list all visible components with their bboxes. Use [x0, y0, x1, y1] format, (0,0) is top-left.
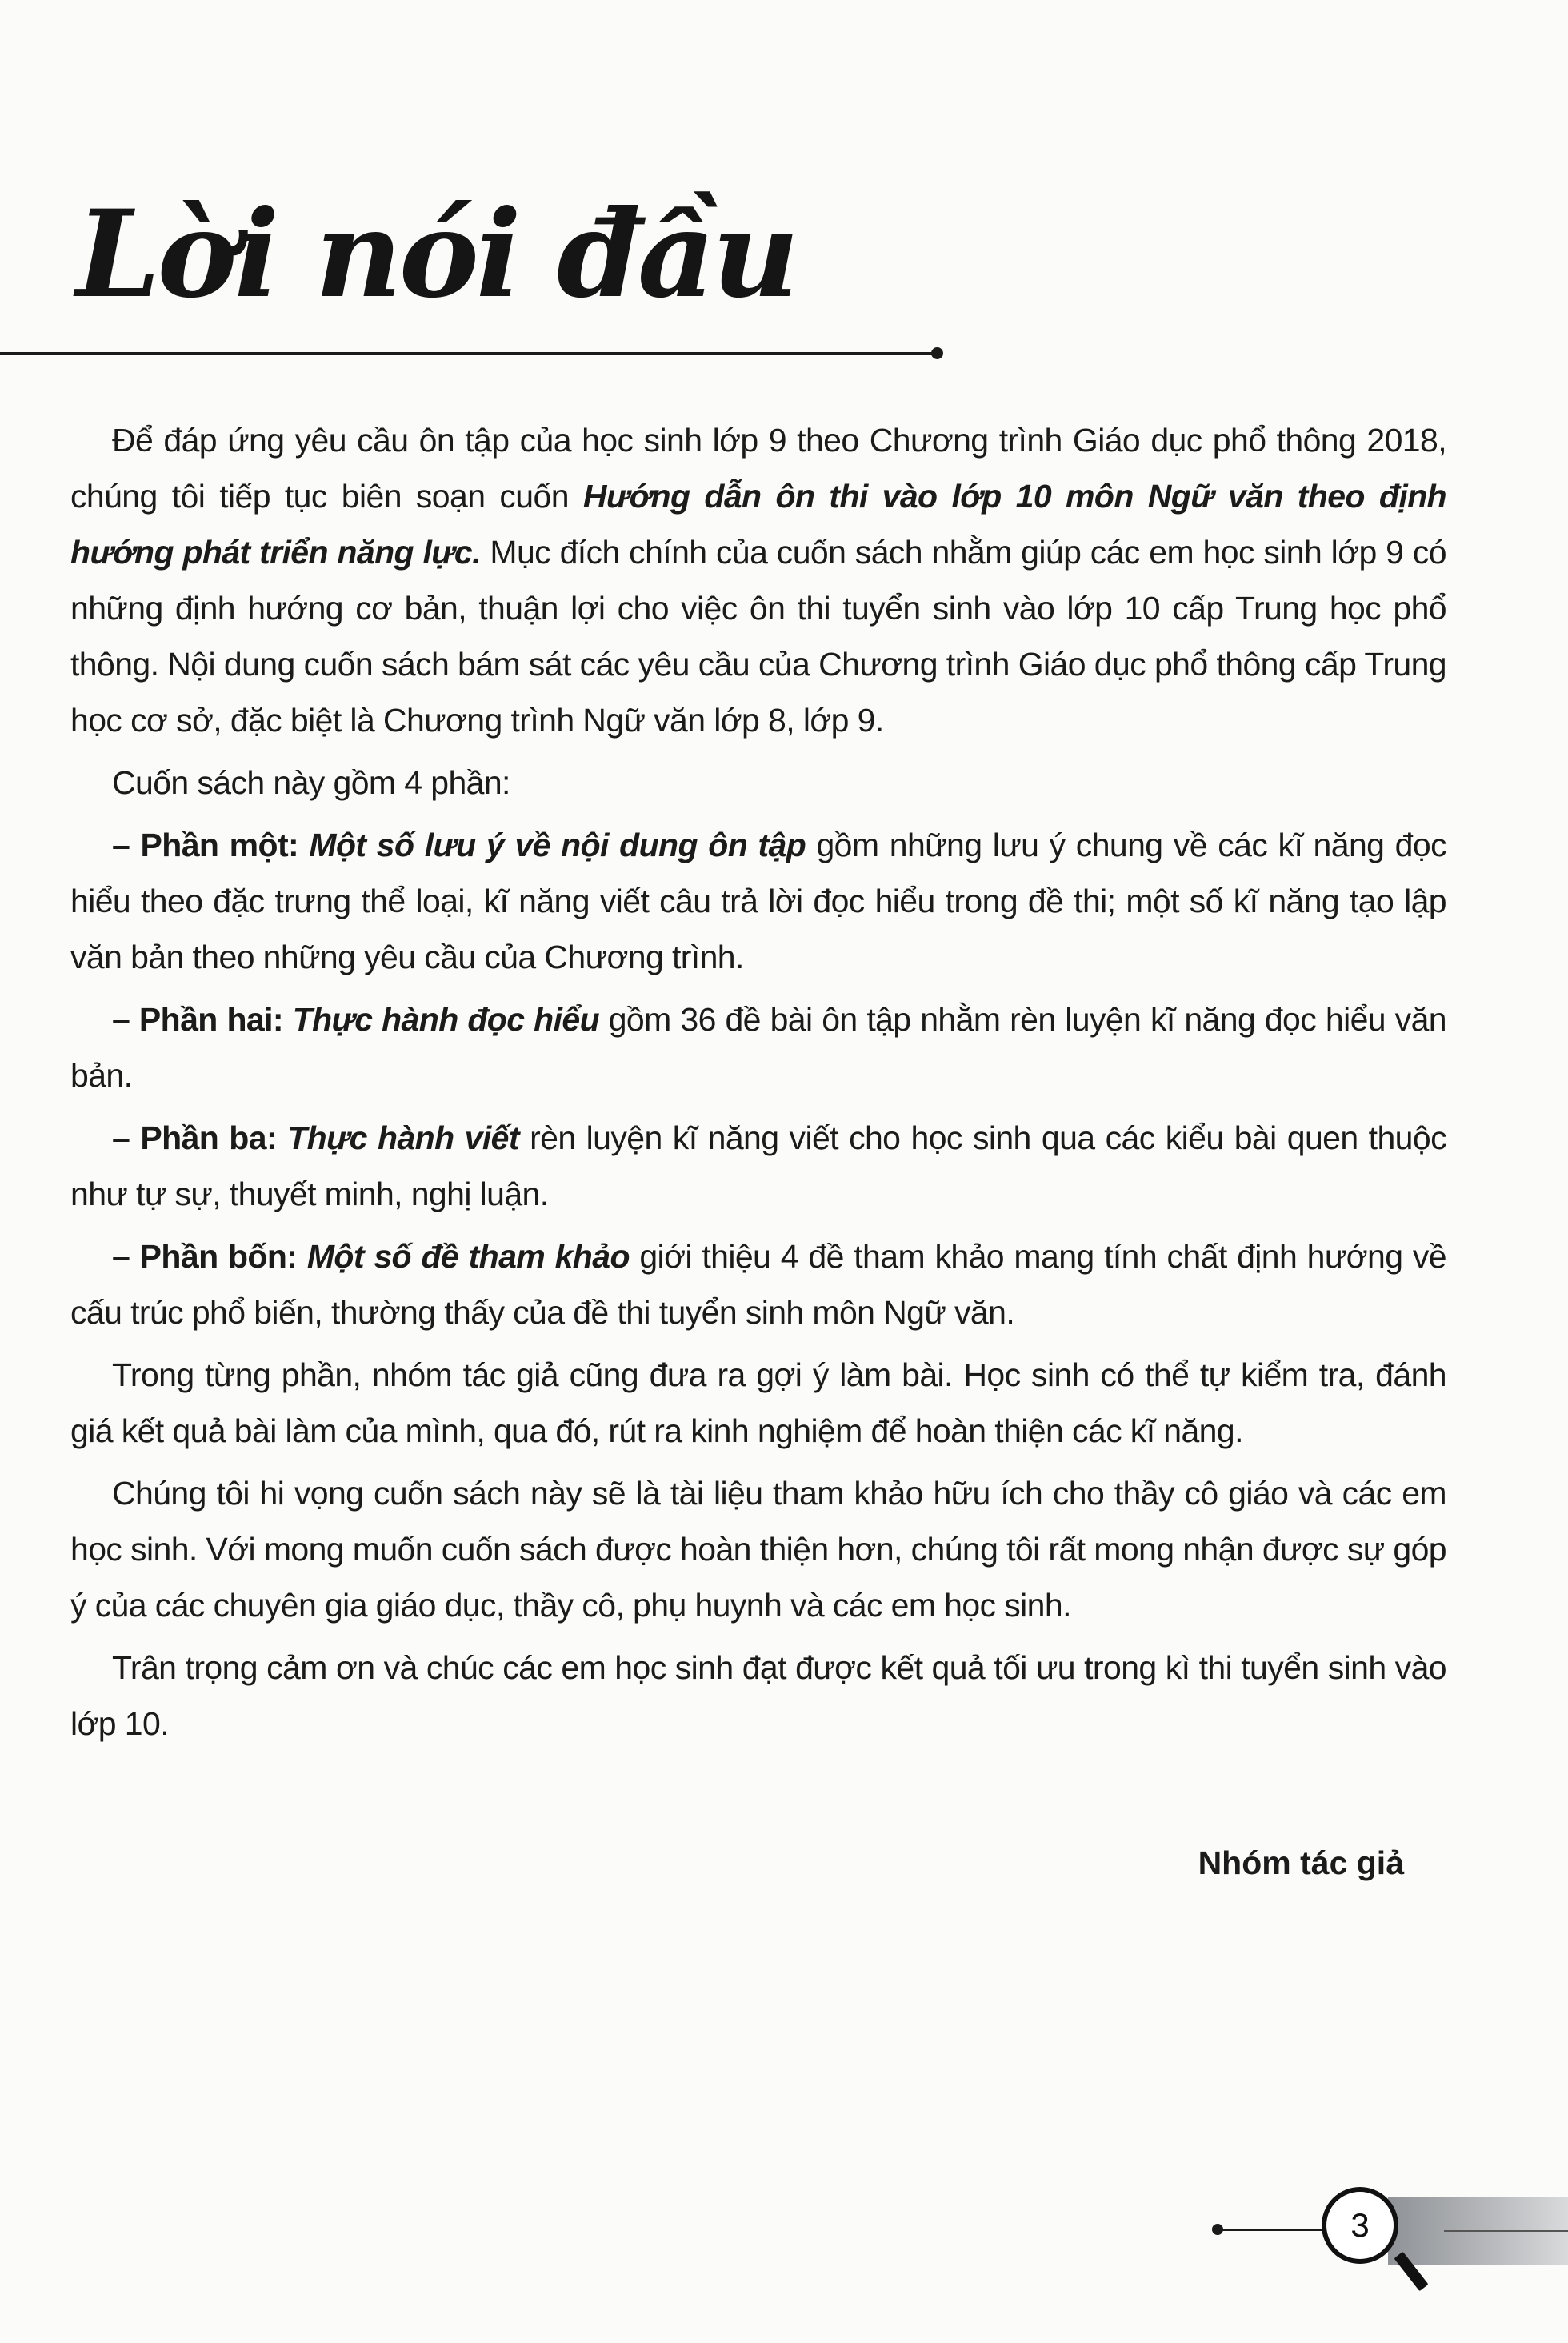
emphasis-text: – Phần một:	[112, 827, 310, 863]
emphasis-text: Thực hành viết	[287, 1119, 519, 1156]
paragraph-text: Trong từng phần, nhóm tác giả cũng đưa ra gợi ý làm bài. Học sinh có thể tự kiểm tra, đánh giá kết quả bài làm của mình, qua đó, rút ra kinh nghiệm để hoàn thiện các kĩ năng.	[70, 1356, 1446, 1449]
emphasis-text: Thực hành đọc hiểu	[292, 1001, 600, 1038]
paragraph	[70, 1640, 1446, 1752]
paragraph-text: rèn luyện kĩ năng viết cho học sinh qua các kiểu bài quen thuộc như tự sự, thuyết minh, nghị luận.	[70, 1119, 1446, 1212]
paragraph	[70, 991, 1446, 1103]
page-number-bar	[1388, 2197, 1568, 2265]
title-underline	[0, 352, 938, 355]
paragraph-text: giới thiệu 4 đề tham khảo mang tính chất định hướng về cấu trúc phổ biến, thường thấy của đề thi tuyển sinh môn Ngữ văn.	[70, 1238, 1446, 1331]
paragraph-text: Cuốn sách này gồm 4 phần:	[112, 764, 510, 801]
emphasis-text: Một số lưu ý về nội dung ôn tập	[309, 827, 806, 863]
paragraph-text: Chúng tôi hi vọng cuốn sách này sẽ là tài liệu tham khảo hữu ích cho thầy cô giáo và các em học sinh. Với mong muốn cuốn sách được hoàn thiện hơn, chúng tôi rất mong nhận được sự góp ý của các chuyên gia giáo dục, thầy cô, phụ huynh và các em học sinh.	[70, 1475, 1446, 1624]
page-number-line	[1218, 2229, 1326, 2231]
emphasis-text: Một số đề tham khảo	[306, 1238, 630, 1275]
paragraph	[70, 1228, 1446, 1340]
paragraph-text: Trân trọng cảm ơn và chúc các em học sinh đạt được kết quả tối ưu trong kì thi tuyển sinh vào lớp 10.	[70, 1649, 1446, 1742]
paragraph-text: gồm 36 đề bài ôn tập nhằm rèn luyện kĩ năng đọc hiểu văn bản.	[70, 1001, 1446, 1094]
paragraph-text: gồm những lưu ý chung về các kĩ năng đọc hiểu theo đặc trưng thể loại, kĩ năng viết câu trả lời đọc hiểu trong đề thi; một số kĩ năng tạo lập văn bản theo những yêu cầu của Chương trình.	[70, 827, 1446, 975]
paragraph	[70, 817, 1446, 985]
paragraph	[70, 412, 1446, 748]
emphasis-text: – Phần ba:	[112, 1119, 288, 1156]
paragraph	[70, 755, 1446, 811]
paragraph	[70, 1347, 1446, 1459]
paragraph	[70, 1110, 1446, 1222]
page-title: Lời nói đầu	[76, 184, 797, 325]
emphasis-text: Hướng dẫn ôn thi vào lớp 10 môn Ngữ văn theo định hướng phát triển năng lực.	[70, 478, 1446, 571]
emphasis-text: – Phần bốn:	[112, 1238, 307, 1275]
paragraph-text: Mục đích chính của cuốn sách nhằm giúp các em học sinh lớp 9 có những định hướng cơ bản, thuận lợi cho việc ôn thi tuyển sinh vào lớp 10 cấp Trung học phổ thông. Nội dung cuốn sách bám sát các yêu cầu của Chương trình Giáo dục phổ thông cấp Trung học cơ sở, đặc biệt là Chương trình Ngữ văn lớp 8, lớp 9.	[70, 534, 1446, 739]
paragraph-text: Để đáp ứng yêu cầu ôn tập của học sinh lớp 9 theo Chương trình Giáo dục phổ thông 2018, chúng tôi tiếp tục biên soạn cuốn	[70, 422, 1446, 515]
title-underline-dot	[931, 347, 943, 359]
paragraph	[70, 1465, 1446, 1633]
preface-body	[70, 412, 1446, 1758]
page-number: 3	[1322, 2187, 1398, 2264]
emphasis-text: – Phần hai:	[112, 1001, 293, 1038]
signature: Nhóm tác giả	[1198, 1844, 1404, 1881]
